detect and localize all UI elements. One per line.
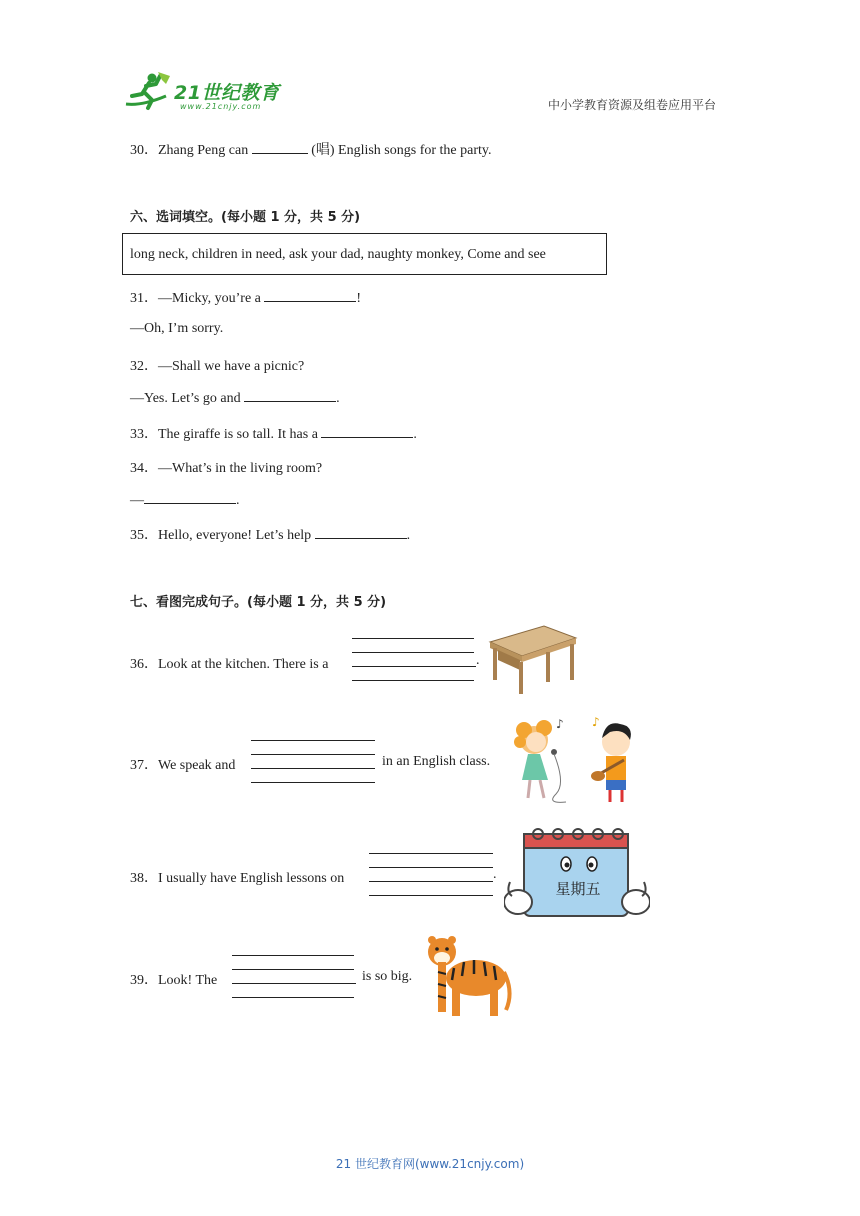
question-39 <box>130 969 217 989</box>
header-platform-text: 中小学教育资源及组卷应用平台 <box>548 98 717 112</box>
four-line-blank[interactable] <box>232 955 356 999</box>
calendar-label: 星期五 <box>555 880 601 898</box>
question-30 <box>130 139 492 159</box>
question-text: The giraffe is so tall. It has a <box>158 427 318 442</box>
question-text: Look! The <box>158 973 218 988</box>
punctuation: . <box>493 867 497 882</box>
four-line-blank[interactable] <box>352 638 476 682</box>
question-text: I usually have English lessons on <box>158 871 345 886</box>
question-text-after: in an English class. <box>382 754 491 769</box>
question-text: —Micky, you’re a <box>158 291 261 306</box>
logo <box>122 70 292 115</box>
question-31-reply: —Oh, I’m sorry. <box>130 321 224 336</box>
question-text: Hello, everyone! Let’s help <box>158 528 312 543</box>
question-number: 34． <box>130 461 158 476</box>
question-number: 33． <box>130 427 158 442</box>
question-34 <box>130 457 322 477</box>
question-35 <box>130 524 410 544</box>
section-7-title: 七、看图完成句子。(每小题 1 分，共 5 分) <box>130 595 387 610</box>
question-number: 39． <box>130 973 158 988</box>
answer-blank[interactable] <box>264 289 356 302</box>
punctuation: . <box>413 427 417 442</box>
question-number: 36． <box>130 657 158 672</box>
question-36 <box>130 653 328 673</box>
answer-blank[interactable] <box>252 141 308 154</box>
svg-text:♪: ♪ <box>556 717 564 731</box>
punctuation: . <box>406 528 411 543</box>
question-number: 38． <box>130 871 158 886</box>
tiger-image <box>424 932 512 1022</box>
punctuation: ! <box>356 291 362 306</box>
question-text: Zhang Peng can <box>158 143 249 158</box>
svg-text:♪: ♪ <box>592 715 600 729</box>
desk-image <box>486 624 578 696</box>
question-32 <box>130 355 304 375</box>
question-number: 30． <box>130 143 158 158</box>
reply-dash: — <box>130 493 144 508</box>
question-31 <box>130 287 361 307</box>
question-text: —What’s in the living room? <box>158 461 323 476</box>
footer-text: 21 世纪教育网(www.21cnjy.com) <box>335 1157 525 1171</box>
question-number: 31． <box>130 291 158 306</box>
question-33 <box>130 423 417 443</box>
calendar-image <box>504 826 650 924</box>
section-6-title: 六、选词填空。(每小题 1 分，共 5 分) <box>130 210 361 225</box>
logo-url: www.21cnjy.com <box>180 102 262 111</box>
question-32-reply <box>130 389 340 407</box>
four-line-blank[interactable] <box>251 740 375 784</box>
runner-logo-icon <box>122 70 174 115</box>
answer-blank[interactable] <box>321 425 413 438</box>
answer-blank[interactable] <box>244 389 336 402</box>
question-38 <box>130 867 344 887</box>
answer-blank[interactable] <box>315 526 407 539</box>
question-37 <box>130 754 235 774</box>
four-line-blank[interactable] <box>369 853 493 897</box>
question-number: 32． <box>130 359 158 374</box>
question-number: 35． <box>130 528 158 543</box>
reply-text: —Yes. Let’s go and <box>130 391 241 406</box>
question-text: We speak and <box>158 758 236 773</box>
calendar-icon <box>504 826 650 924</box>
punctuation: . <box>476 653 480 668</box>
kids-singing-image <box>506 714 646 808</box>
question-text: Look at the kitchen. There is a <box>158 657 329 672</box>
question-number: 37． <box>130 758 158 773</box>
punctuation: . <box>236 493 240 508</box>
punctuation: . <box>336 391 340 406</box>
question-34-reply <box>130 491 240 509</box>
answer-blank[interactable] <box>144 491 236 504</box>
question-text-after: is so big. <box>362 969 413 984</box>
question-text-after: (唱) English songs for the party. <box>311 143 492 158</box>
word-bank-box: long neck, children in need, ask your dad, naughty monkey, Come and see <box>122 233 607 275</box>
question-text: —Shall we have a picnic? <box>158 359 305 374</box>
logo-text: 21世纪教育 <box>174 82 280 104</box>
